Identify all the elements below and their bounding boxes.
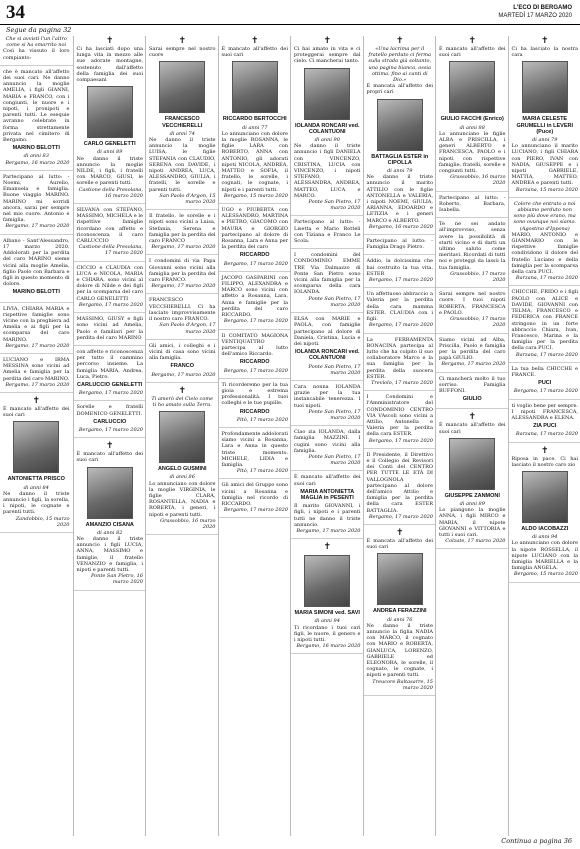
obituary-notice	[291, 429, 364, 471]
deceased-name: ANGELO GUSMINI	[157, 466, 207, 473]
column-5	[290, 36, 364, 836]
place-date: Bergamo, 15 marzo 2020	[223, 192, 288, 199]
cross-icon: ✝	[105, 36, 114, 46]
notice-text: Il COMITATO MAGIONA VENTIQUATTRO partecipa al lutto dell'amico Riccardo.	[221, 332, 288, 358]
notice-text: CICCIO e CLAUDIA con LUCA e NICOLA, MARIA e CHIARA, sono vicini al dolore di Nilde e dei figli per la scomparsa del caro CARLO GENELETTI	[76, 264, 143, 302]
place-date: Bergamo, 17 marzo 2020	[441, 361, 506, 368]
notice-text: Partecipano al lutto: - Noemi, Aurelio, Emanuela e famiglia. Buone viaggio MARINO. MARINO mi sorridi ancora, sarai per sempre nel mio cuore. Antonio e famiglia.	[3, 173, 70, 224]
notice-text: Il fratello, le sorelle e i nipoti sono vicini a Luisa, Stefania, Serena e famiglia per la perdita del caro FRANCO	[149, 213, 216, 245]
obituary-notice	[509, 201, 580, 287]
notice-text: È mancato all'affetto dei suoi cari	[439, 422, 506, 435]
notice-body: Ne danno il triste annuncio la moglie LUISA, le figlie STEFANIA con CLAUDIO, SERENA con DAVIDE, i nipoti ANDREA, LUCA, ALESSANDRO, GIULIA, i fratelli, le sorelle e parenti tutti.	[149, 137, 216, 193]
notice-text: Gli amici, i colleghi e i vicini di casa sono vicini alla famiglia.	[149, 342, 216, 362]
place-date: Grassobbio, 17 marzo 2020	[450, 316, 506, 329]
notice-text: Te ne sei andato all'improvviso, senza avere la possibilità di starti vicino e di darti un ultimo saluto come meritavi. Ricordati di tutti noi e proteggi da lassù la tua famiglia.	[439, 221, 506, 271]
deceased-name: CARLO GENELETTI	[83, 141, 136, 148]
obituary-notice	[146, 258, 219, 294]
notice-text: Sarai sempre nel nostro cuore. I tuoi nipoti ROBERTA, FRANCESCA e PAOLO.	[439, 291, 506, 316]
notice-text: Il Presidente, il Direttivo e il Collegio dei Revisori dei Conti del CENTRO PER TUTTE LE ETÀ DI VALLOGNOLA partecipano al dolore dell'amico Attilio e famiglia per la perdita della cara ESTER BATTAGLIA.	[366, 451, 433, 514]
notice-text: Partecipano al lutto: - Lisetta e Mario Rotteli con Tiziana e Franco Le Scola.	[294, 219, 361, 245]
notice-text: Ci ha lasciato la nostra cara	[511, 46, 578, 59]
deceased-age: di anni 76	[387, 616, 413, 623]
notice-text: I condomini del CONDOMINIO EMME TRE Via Dalmazzo di Ponte San Pietro sono vicini alla famiglia per la scomparsa della cara IOLANDA.	[294, 252, 361, 296]
deceased-name: GIULIO FACCHI (Enrico)	[440, 116, 504, 123]
obituary-notice	[436, 221, 509, 288]
place-date: Bergamo, 17 marzo 2020	[368, 277, 433, 284]
deceased-age: di anni 86	[169, 474, 195, 481]
portrait-photo	[304, 555, 350, 607]
place-date: Bergamo, 17 marzo 2020	[368, 437, 433, 444]
place-date: Treucore Baltasarre, 15 marzo 2020	[372, 678, 433, 691]
notice-text: Cara nonna IOLANDA grazie per la tua instancabile tenerezza. I tuoi nipoti.	[294, 383, 361, 409]
deceased-age: di anni 79	[532, 137, 558, 144]
place-date: Ponte San Pietro, 17 marzo 2020	[308, 363, 361, 376]
notice-text: I condomini di via Papa Giovanni sono vicini alla famiglia per la perdita del caro FRANCO.	[149, 258, 216, 284]
obituary-notice	[509, 366, 580, 400]
deceased-name: CARLUCCIO GENELETTI	[77, 381, 143, 388]
place-date: Bergamo, 17 marzo 2020	[513, 388, 578, 395]
obituary-notice	[364, 452, 437, 525]
obituary-notice	[364, 36, 437, 235]
cross-icon: ✝	[105, 441, 114, 452]
notice-body: Lo annunciano il marito LUCIANO, i figli CHIARA con PIERO, IVAN con NADIA, GIUSEPPE e i nipoti GABRIELE, MATTIA, MATTEO, ANDREA e parenti tutti.	[511, 143, 578, 187]
deceased-name: AMANZIO CISANA	[85, 521, 134, 528]
obituary-notice	[146, 386, 219, 535]
obituary-notice	[74, 349, 147, 401]
notice-text: Sarai sempre nel nostro cuore	[149, 46, 216, 59]
notice-text: SILVANA con STEFANO, MASSIMO, MICHELA e le rispettive famiglie ricordano con affetto e riconoscenza il caro CARLUCCIO	[76, 207, 143, 245]
column-4	[218, 36, 292, 836]
obituary-notice	[436, 291, 509, 333]
cross-icon: ✝	[323, 542, 332, 553]
place-date: Bergamo, 17 marzo 2020	[223, 367, 288, 374]
deceased-age: di anni 94	[314, 618, 340, 625]
obituary-notice	[0, 238, 73, 303]
cross-icon: ✝	[323, 36, 332, 46]
notice-text: che è mancato all'affetto dei suoi cari. Ne danno annuncio la moglie AMELIA, i figli GIANNI, MARIA e FRANCO, con i congiunti, le nuore e i nipoti, i pronipoti e parenti tutti. Le esequie avranno celebrate in forma strettamente privata nel cimitero di Bergamo.	[3, 68, 70, 144]
place-date: Bergamo, 17 marzo 2020	[368, 322, 433, 329]
epitaph: Che si avvisti l'un l'altro come si ha smarrito noi	[5, 36, 67, 49]
obituary-notice	[146, 213, 219, 255]
place-date: Bergamo, 17 marzo 2020	[368, 513, 433, 520]
column-8	[508, 36, 580, 836]
obituary-notice	[291, 474, 364, 539]
place-date: Bergamo, 17 marzo 2020	[151, 283, 216, 290]
portrait-photo	[377, 553, 423, 605]
obituary-notice	[436, 337, 509, 373]
column-1	[0, 36, 73, 836]
notice-body: Ne danno il triste annuncio la figlia NADIA con MARCO, il cognato con MARIO e ROBERTA, GIANLUCA, LORENZO, GABRIELE ed ELEONORA, le sorelle, il cognato, le cognate, i nipoti e parenti tutti.	[366, 622, 433, 679]
obituary-notice	[436, 195, 509, 219]
notice-text: ti voglio bene per sempre. I nipoti FRANCESCA, ALESSANDRA e ELENA.	[511, 402, 579, 421]
place-date: Castione della Presolana, 17 marzo 2020	[78, 244, 143, 257]
notice-body: Lo annunciano con dolore la moglie VIRGINIA, le figlie CLARA, ROSANTELLA, NADIA e ROBERTA, i generi, i nipoti e parenti tutti.	[149, 480, 216, 518]
notice-text: È mancato all'affetto dei suoi cari	[76, 451, 143, 464]
deceased-age: di anni 77	[242, 124, 268, 131]
notice-text: CHICCHE, FRIDO e i figli PAOLO con ALICE e DAVIDE, GIOVANNI con TELMA, FRANCESCO e FEDERICA con FRANCE stringono in un forte abbraccio Chiara, Ivan, Francesco, Marina e la famiglia per la perdita della cara PUCI.	[511, 289, 578, 352]
deceased-name: MARINO BELOTTI	[12, 145, 60, 152]
portrait-photo	[13, 421, 59, 473]
deceased-name: FRANCESCO VECCHIERELLI	[162, 116, 203, 129]
obituary-notice	[146, 343, 219, 383]
notice-text: La FERRAMENTA BONACINA partecipa al lutto che ha colpito il suo collaboratore Marco e la sua famiglia per la perdita della suocera ESTER.	[366, 336, 433, 380]
deceased-name: GIUSEPPE ZANMONI	[444, 492, 500, 499]
notice-text: La tua bella CHICCHE e FRANCE.	[511, 365, 578, 378]
place-date: Zandobbio, 15 marzo 2020	[15, 515, 70, 528]
notice-text: Albano - Sant'Alessandro, 17 marzo 2020. Addolorati per la perdita del caro MARINO sieme vicini alla moglie Amelia, figlio Paolo con Barbara e figli in questo momento di dolore.	[3, 237, 70, 288]
cross-icon: ✝	[178, 385, 187, 396]
column-7	[435, 36, 509, 836]
obituary-notice	[0, 36, 73, 66]
obituary-notice	[291, 219, 364, 249]
notice-text: Ci ha lasciati dopo una lunga vita in mezzo alle sue adorate montagne, sostenuto dall'affetto della famiglia dei suoi compaesani	[76, 46, 143, 84]
deceased-name: ZIA PUCI	[533, 423, 557, 430]
deceased-name: MARINO BELOTTI	[12, 289, 60, 296]
portrait-photo	[522, 61, 568, 113]
place-date: Grassobbio, 17 marzo 2020	[450, 270, 506, 284]
column-6	[363, 36, 437, 836]
deceased-name: PUCI	[538, 380, 552, 387]
deceased-name: MARIA SIMONI ved. SAVI	[294, 610, 360, 617]
obituary-columns	[0, 36, 580, 836]
place-date: San Paolo d'Argon, 15 marzo 2020	[159, 192, 216, 206]
place-date: Bergamo, 17 marzo 2020	[223, 260, 288, 267]
notice-text: Ciao zia IOLANDA, dalla famiglia MAZZINI. I cugini sono vicini alla famiglia.	[294, 429, 361, 454]
place-date: Castione della Presolana, 16 marzo 2020	[78, 186, 143, 199]
notice-text: UGO e PIUBERTA con ALESSANDRO, MARTINA e PIETRO, GIACOMO con MAURA e GIORGIO partecipano al dolore di Rosanna, Lara e Anna per la perdita del caro	[221, 207, 288, 251]
obituary-notice	[219, 36, 292, 204]
place-date: Bergamo, 17 marzo 2020	[5, 381, 70, 388]
obituary-notice	[364, 528, 437, 696]
place-date: Barzana, 15 marzo 2020	[515, 186, 578, 193]
obituary-notice	[364, 258, 437, 288]
notice-text: ELSA con MARIE e PAOLA, con famiglie partecipano al dolore di Daniela, Cristina, Lucia e dei nipoti.	[294, 316, 361, 347]
notice-body: Ne danno il triste annuncio i figli LUCIA, ANNA, MASSIMO e famiglie, il fratello VENANZIO e famiglia, i nipoti e parenti tutti.	[76, 535, 143, 573]
notice-body: Lo annunciano le figlie ALBA e PRISCILLA, i generi ALBERTO e FRANCESCA, PAOLO e i nipoti con rispettive famiglie, fratelli, sorelle e congiunti tutti.	[439, 130, 506, 175]
notice-text: È mancata all'affetto dei suoi cari	[366, 537, 433, 551]
portrait-photo	[522, 471, 568, 523]
notice-text: MARIO, ANTONIO e GIANMARIO con le rispettive famiglie condividono il dolore del fratello Luciano e della famiglia per la scomparsa della cara PUCI.	[511, 231, 578, 276]
column-3	[145, 36, 219, 836]
obituary-notice	[74, 441, 147, 590]
place-date: Pitò, 17 marzo 2020	[236, 416, 288, 423]
obituary-notice	[74, 316, 147, 346]
epitaph: Ti amerò del Cielo come ti ho amato sulla Terra.	[151, 395, 214, 408]
notice-body: Ne danno il triste annuncio il marito ATTILIO con le figlie ANTONELLA e VALERIA, i nipoti NOEMI, GIULIA, ARIANNA, EDOARDO e LETIZIA e i generi MARCO e ALBERTO.	[366, 174, 433, 224]
place-date: Ponte San Pietro, 17 marzo 2020	[308, 199, 361, 212]
deceased-name: RICCARDO	[239, 359, 270, 366]
deceased-name: FRANCO	[170, 363, 195, 370]
deceased-name: GIULIO	[462, 396, 482, 403]
place-date: Bergamo, 17 marzo 2020	[78, 301, 143, 308]
notice-body: Ne danno il triste annuncio i figli DANIELA con VINCENZO, CRISTINA, LUCIA con VINCENZO, i nipoti STEFANO, ALESSANDRA, ANDREA, MATTEO, LUCA e MARCO.	[294, 143, 361, 199]
notice-body: Lo annunciano con dolore la moglie ROSANNA, le figlie LARA con ROBERTO, ANNA con ANTONIO, gli adorati nipoti NICOLA, ANDREA, MATTEO e SOFIA, il fratello, le sorelle, i cognati, le cognate, i nipoti e i parenti tutti.	[221, 130, 288, 193]
notice-text: Ti ricorderemo per la tua gioia e estrema professionalità. I tuoi colleghi e le tue pupille.	[221, 381, 288, 407]
obituary-notice	[436, 36, 509, 192]
deceased-name: MARIA CELESTE GRUMELLI in LEVERI (Puce)	[516, 116, 574, 135]
obituary-notice	[364, 337, 437, 392]
notice-text: È mancato all'affetto dei suoi cari	[221, 46, 288, 59]
obituary-notice	[291, 384, 364, 426]
deceased-name: RICCARDO	[239, 252, 270, 259]
portrait-photo	[87, 467, 133, 519]
obituary-notice	[0, 69, 73, 171]
continued-to: Continua a pagina 36	[501, 837, 572, 845]
deceased-age: di anni 83	[23, 153, 49, 160]
obituary-notice	[509, 403, 580, 443]
place-date: Grassobbio, 16 marzo 2020	[450, 174, 506, 187]
cross-icon: ✝	[395, 527, 404, 538]
place-date: Bergamo, 17 marzo 2020	[223, 318, 288, 325]
masthead	[498, 4, 572, 20]
deceased-age: di anni 82	[97, 529, 123, 536]
epitaph: «Una lacrima per il fratello perduto ci ferma sulla strada già soltanto, una pagina bianca, ossia ottima, fino ai canti di Dio.»	[368, 46, 432, 84]
deceased-age: di anni 89	[459, 500, 485, 507]
notice-text: LUCIANO e IRMA MESSINA sono vicini ad Amelia e famiglia per la perdita del caro MARINO.	[3, 356, 70, 382]
notice-text: I Condomini e l'Amministratore del CONDOMINIO CENTRO VIA VAscoli sono vicini a Attilio, Antonella e Valeria per la perdita della cara ESTER.	[366, 394, 433, 438]
deceased-age: di anni 94	[532, 534, 558, 541]
notice-text: FRANCESCO VECCHIERELLI. Ci ha lasciato improvvisamente il nostro caro FRANCO.	[149, 297, 216, 323]
place-date: Bergamo, 17 marzo 2020	[151, 371, 216, 378]
place-date: San Paolo d'Argon, 17 marzo 2020	[159, 322, 216, 335]
place-date: Bergamo, 17 marzo 2020	[78, 390, 143, 397]
deceased-name: ANDREA FERAZZINI	[372, 608, 427, 615]
deceased-name: MARIA ANTONIETTA MAGLIA in PESENTI	[300, 488, 355, 501]
notice-text: È mancato all'affetto dei suoi cari	[294, 474, 361, 487]
place-date: Bergamo, 16 marzo 2020	[5, 159, 70, 166]
place-date: Bergamo, 17 marzo 2020	[5, 223, 70, 230]
place-date: Bergamo, 17 marzo 2020	[5, 342, 70, 349]
deceased-name: ALDO IACOBAZZI	[521, 525, 569, 532]
place-date: Bergamo, 17 marzo 2020	[223, 507, 288, 514]
place-date: Ponte San Pietro, 17 marzo 2020	[308, 408, 361, 421]
portrait-photo	[304, 68, 350, 120]
notice-body: Ti ricordano i tuoi cari figli, le nuore, il genero e i nipoti tutti.	[294, 624, 361, 643]
page-header	[0, 0, 580, 30]
place-date: Ponte San Pietro, 17 marzo 2020	[308, 295, 361, 308]
cross-icon: ✝	[32, 395, 41, 406]
cross-icon: ✝	[250, 36, 259, 46]
notice-text: Partecipano al lutto: - Roberto, Barbara, Isabella.	[439, 194, 506, 214]
obituary-notice	[74, 207, 147, 262]
obituary-notice	[364, 291, 437, 333]
notice-text: Sorelle e fratelli DOMENICO GENELETTI.	[76, 404, 143, 417]
notice-body: Lo piangono la moglie ANNA, i figli MIRCO e MARIA, il nipote GIOVANNI e VITTORIA e tutti i suoi cari.	[439, 507, 506, 538]
epitaph: Colore che entrato a noi abbiamo perduto non sono più dove erano, ma sono ovunque noi siamo. (Agostino d'Ippona)	[513, 200, 576, 232]
obituary-notice	[291, 542, 364, 654]
page-number: 34	[6, 2, 25, 23]
obituary-notice	[74, 404, 147, 438]
place-date: Colzate, 17 marzo 2020	[445, 538, 506, 545]
paper-name: L'ECO DI BERGAMO	[513, 5, 572, 11]
obituary-notice	[509, 289, 580, 362]
notice-text: JACOPO GASPARINI con FILIPPO, ALEXANDRA e MARCO sono vicini con affetto a Rosanna, Lara, Anna e famiglie per la perdita del caro RICCARDO.	[221, 274, 288, 319]
deceased-name: IOLANDA RONCARI ved. COLANTUONI	[294, 349, 360, 362]
notice-text: Gli amici del Gruppo sono vicini a Rosanna e famiglia nel ricordo di RICCARDO.	[221, 482, 288, 507]
cross-icon: ✝	[468, 412, 477, 423]
notice-body: Il marito GIOVANNI, i figli, i nipoti e i parenti tutti ne danno il triste annuncio.	[294, 503, 361, 528]
place-date: Bergamo, 16 marzo 2020	[296, 643, 361, 650]
notice-text: Partecipano al lutto: - Famiglia Drago Pietro.	[366, 238, 433, 251]
cross-icon: ✝	[468, 36, 477, 46]
obituary-notice	[0, 357, 73, 393]
obituary-notice	[146, 36, 219, 210]
obituary-notice	[291, 252, 364, 313]
continued-from: Segue da pagina 32	[6, 26, 72, 34]
portrait-photo	[159, 61, 205, 113]
deceased-name: IOLANDA RONCARI ved. COLANTUONI	[294, 122, 360, 135]
place-date: Grassobbio, 16 marzo 2020	[160, 517, 216, 530]
obituary-notice	[146, 297, 219, 339]
portrait-photo	[232, 61, 278, 113]
place-date: Barzana, 17 marzo 2020	[515, 351, 578, 358]
notice-text: MASSIMO, GIUSY e figli sono vicini ad Amelia, Paolo e familiari per la perdita del caro MARINO	[76, 316, 143, 341]
deceased-age: di anni 84	[23, 484, 49, 491]
notice-text: Così ha vissuto il loro compianto:	[3, 48, 70, 61]
place-date: Treviolo, 17 marzo 2020	[371, 379, 433, 386]
portrait-photo	[377, 99, 423, 151]
obituary-notice	[74, 36, 147, 204]
obituary-notice	[219, 382, 292, 428]
obituary-notice	[364, 238, 437, 255]
deceased-age: di anni 90	[314, 137, 340, 144]
notice-text: Profondamente addolorati siamo vicini a Rosanna, Lara e Anna in questo triste momento. MICHELE, LIDIA e famiglia.	[221, 430, 288, 468]
notice-body: Lo annunciano con dolore la nipote ROSSELLA, il nipote LUCIANO con la famiglia MARIELLA e la famiglia ANGELA.	[511, 540, 578, 572]
obituary-notice	[74, 265, 147, 313]
notice-body: Ne danno il triste annuncio la moglie NILDE, i figli, i fratelli con MARCO, GIUSI, le sorelle e parenti tutti.	[76, 155, 143, 187]
notice-text: LIVIA, CHIARA MARIA e rispettive famiglie sono vicine con la preghiera ad Amelia e ai figli per la scomparsa del caro MARINO.	[3, 305, 70, 343]
deceased-name: RICCARDO BERTOCCHI	[222, 116, 287, 123]
deceased-name: CARLUCCIO	[93, 418, 127, 425]
obituary-notice	[436, 412, 509, 549]
place-date: Bergamo, 17 marzo 2020	[296, 527, 361, 534]
cross-icon: ✝	[540, 445, 549, 456]
notice-text: Addio, la dolcissima che hai costruito la tua vita. ESTER	[366, 258, 433, 277]
portrait-photo	[449, 61, 495, 113]
issue-date: MARTEDÌ 17 MARZO 2020	[498, 13, 572, 19]
deceased-name: RICCARDO	[239, 408, 270, 415]
header-rule	[0, 24, 580, 25]
portrait-photo	[449, 438, 495, 490]
obituary-notice	[219, 333, 292, 379]
obituary-notice	[219, 482, 292, 518]
notice-text: Un affettuoso abbraccio a Valeria per la perdita della cara mamma ESTER. CLAUDIA con i figli.	[366, 291, 433, 323]
place-date: Bergamo, 17 marzo 2020	[151, 244, 216, 251]
cross-icon: ✝	[540, 36, 549, 46]
portrait-photo	[87, 86, 133, 138]
notice-text: Siamo vicini ad Alba, Priscilla, Paolo e famiglia per la perdita del caro papà GIULIO.	[439, 336, 506, 362]
obituary-notice	[364, 394, 437, 449]
notice-text: È mancata all'affetto dei propri cari	[366, 83, 433, 96]
place-date: Barzana, 17 marzo 2020	[515, 275, 578, 282]
place-date: Bergamo, 16 marzo 2020	[368, 223, 433, 230]
deceased-age: di anni 79	[387, 168, 413, 175]
notice-text: con affetto e riconoscenza per tutto il cammino percorso insieme. La famiglia MARIA, Andrea, Luca, Pietro.	[76, 348, 143, 380]
notice-text: È mancato all'affetto dei suoi cari	[3, 405, 70, 419]
obituary-notice	[0, 306, 73, 354]
obituary-notice	[509, 446, 580, 583]
place-date: Barzana, 17 marzo 2020	[515, 431, 578, 438]
deceased-age: di anni 88	[459, 124, 485, 131]
obituary-notice	[436, 376, 509, 410]
deceased-age: di anni 89	[97, 149, 123, 156]
place-date: Ponte San Pietro, 17 marzo 2020	[308, 453, 361, 467]
notice-body: Ne danno il triste annuncio i figli, la sorella, i nipoti, le cognate e parenti tutti.	[3, 490, 70, 516]
deceased-name: BATTAGLIA ESTER in CIPOLLA	[371, 153, 429, 166]
notice-text: Ci hai amato in vita e ci proteggerai sempre dal cielo. Ci mancherai tanto.	[294, 46, 361, 65]
deceased-age: di anni 74	[169, 130, 195, 137]
obituary-notice	[219, 275, 292, 330]
place-date: Bergamo, 17 marzo 2020	[78, 426, 143, 433]
obituary-notice	[291, 36, 364, 216]
place-date: Pitò, 17 marzo 2020	[236, 468, 288, 475]
notice-text: È mancato all'affetto dei suoi cari	[439, 46, 506, 59]
portrait-photo	[159, 411, 205, 463]
obituary-notice	[291, 316, 364, 381]
obituary-notice	[0, 174, 73, 235]
notice-text: Ci mancherà molto il tuo sorriso. Famiglia BUFFONI.	[439, 375, 506, 394]
cross-icon: ✝	[178, 36, 187, 46]
obituary-notice	[0, 396, 73, 533]
deceased-name: ANTONIETTA PRISCO	[7, 476, 65, 483]
obituary-notice	[219, 431, 292, 479]
place-date: Ponte San Pietro, 16 marzo 2020	[90, 573, 143, 586]
cross-icon: ✝	[395, 36, 404, 46]
column-2	[73, 36, 147, 836]
obituary-notice	[509, 36, 580, 198]
obituary-notice	[219, 207, 292, 272]
notice-text: Riposa in pace. Ci hai lasciato il nostro caro zio	[511, 455, 578, 468]
place-date: Bergamo, 15 marzo 2020	[513, 571, 578, 578]
